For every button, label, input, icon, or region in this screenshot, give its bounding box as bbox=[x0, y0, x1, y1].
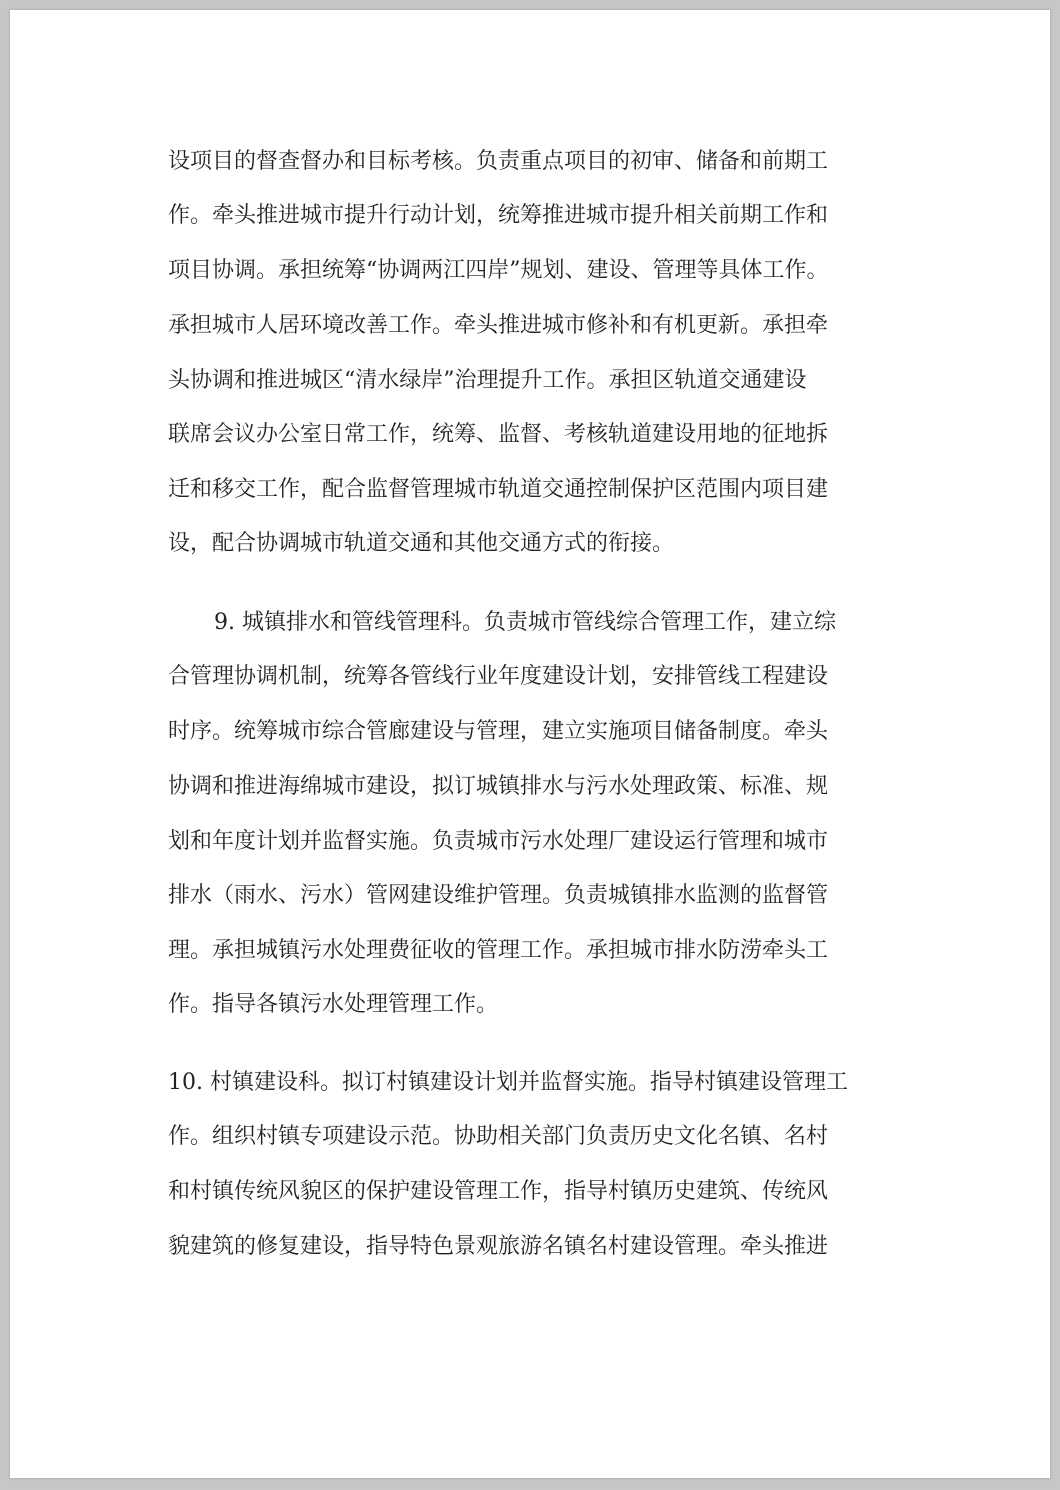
paragraph-line: 貌建筑的修复建设，指导特色景观旅游名镇名村建设管理。牵头推进 bbox=[168, 1234, 829, 1259]
document-page bbox=[10, 10, 1050, 1478]
paragraph-line: 协调和推进海绵城市建设，拟订城镇排水与污水处理政策、标准、规 bbox=[168, 774, 829, 799]
paragraph-line: 划和年度计划并监督实施。负责城市污水处理厂建设运行管理和城市 bbox=[168, 829, 829, 854]
paragraph-line: 头协调和推进城区“清水绿岸”治理提升工作。承担区轨道交通建设 bbox=[168, 368, 807, 393]
paragraph-line: 作。组织村镇专项建设示范。协助相关部门负责历史文化名镇、名村 bbox=[168, 1124, 829, 1149]
paragraph-line: 合管理协调机制，统筹各管线行业年度建设计划，安排管线工程建设 bbox=[168, 664, 829, 689]
paragraph-line: 9. 城镇排水和管线管理科。负责城市管线综合管理工作，建立综 bbox=[214, 610, 836, 635]
paragraph-line: 和村镇传统风貌区的保护建设管理工作，指导村镇历史建筑、传统风 bbox=[168, 1179, 829, 1204]
paragraph-line: 迁和移交工作，配合监督管理城市轨道交通控制保护区范围内项目建 bbox=[168, 477, 829, 502]
paragraph-line: 10. 村镇建设科。拟订村镇建设计划并监督实施。指导村镇建设管理工 bbox=[168, 1070, 848, 1095]
paragraph-line: 设项目的督查督办和目标考核。负责重点项目的初审、储备和前期工 bbox=[168, 149, 829, 174]
paragraph-line: 排水（雨水、污水）管网建设维护管理。负责城镇排水监测的监督管 bbox=[168, 883, 829, 908]
paragraph-line: 联席会议办公室日常工作，统筹、监督、考核轨道建设用地的征地拆 bbox=[168, 422, 829, 447]
paragraph-line: 作。指导各镇污水处理管理工作。 bbox=[168, 992, 499, 1017]
paragraph-line: 承担城市人居环境改善工作。牵头推进城市修补和有机更新。承担牵 bbox=[168, 313, 829, 338]
paragraph-line: 设，配合协调城市轨道交通和其他交通方式的衔接。 bbox=[168, 531, 675, 556]
paragraph-line: 作。牵头推进城市提升行动计划，统筹推进城市提升相关前期工作和 bbox=[168, 203, 829, 228]
paragraph-line: 时序。统筹城市综合管廊建设与管理，建立实施项目储备制度。牵头 bbox=[168, 719, 829, 744]
paragraph-line: 项目协调。承担统筹“协调两江四岸”规划、建设、管理等具体工作。 bbox=[168, 258, 829, 283]
paragraph-line: 理。承担城镇污水处理费征收的管理工作。承担城市排水防涝牵头工 bbox=[168, 938, 829, 963]
